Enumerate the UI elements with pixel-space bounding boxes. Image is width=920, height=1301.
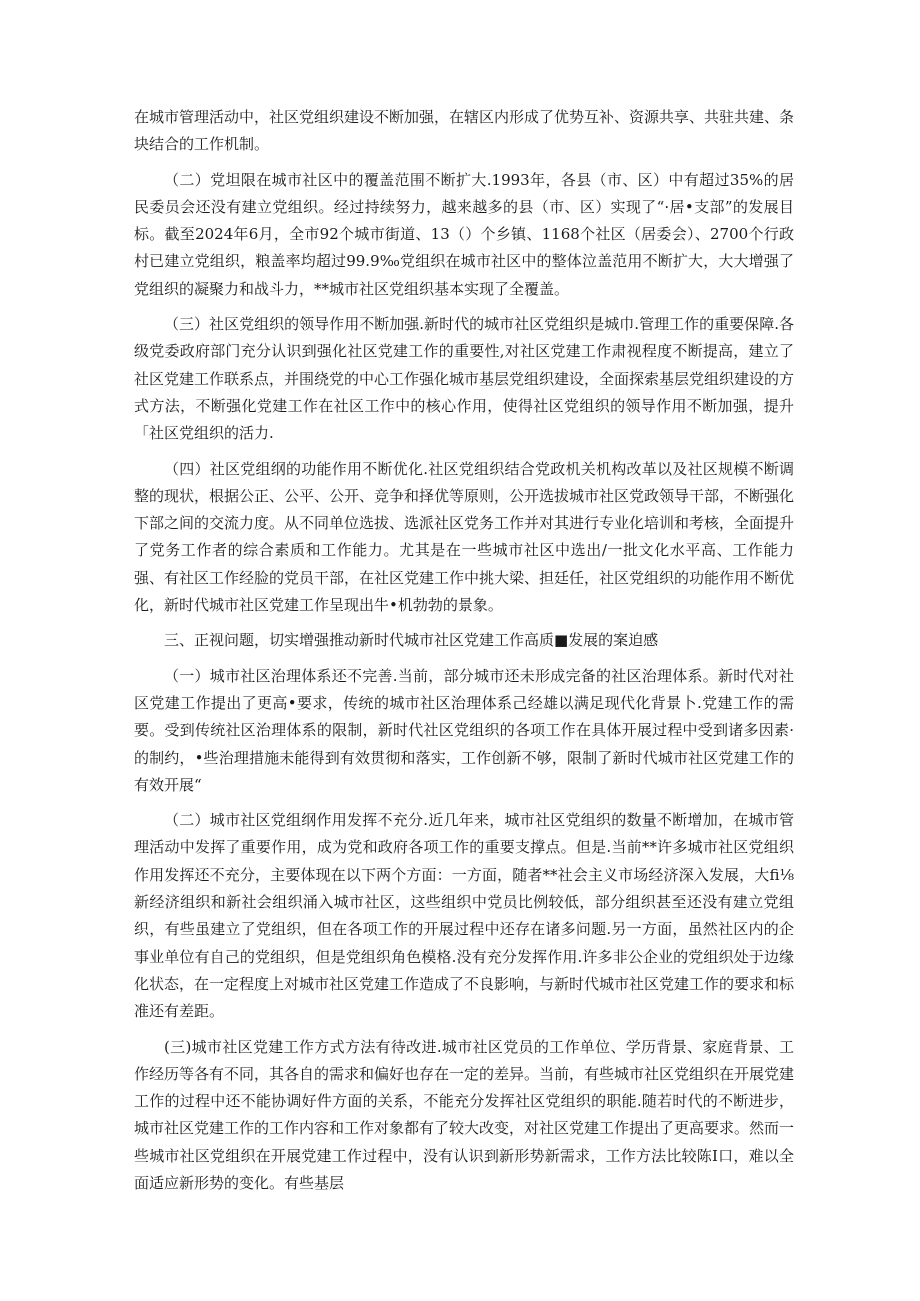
paragraph-party-role: （二）城市社区党组纲作用发挥不充分.近几年来，城市社区党组织的数量不断增加，在城市管理活动中发挥了重要作用，成为党和政府各项工作的重要支撑点。但是.当前**许多城市社区党组织作用发挥还不充分，主要体现在以下两个方面：一方面，随者**社会主义市场经济深入发展，大fi⅛新经济组织和新社会组织涌入城市社区，这些组织中党员比例较低，部分组织甚至还没有建立党组织，有些虽建立了党组织，但在各项工作的开展过程中还存在诸多问题.另一方面，虽然社区内的企事业单位有自己的党组织，但是党组织角色模格.没有充分发挥作用.许多非公企业的党组织处于边缘化状态，在一定程度上对城市社区党建工作造成了不良影响，与新时代城市社区党建工作的要求和标准还有差距。	[134, 811, 795, 1021]
paragraph-function: （四）社区党组纲的功能作用不断优化.社区党组织结合党政机关机构改革以及社区规模不断调整的现状，根据公正、公平、公开、竞争和择优等原则，公开选拔城市社区党政领导干部，不断强化下部之间的交流力度。从不同单位选拔、选派社区党务工作并对其进行专业化培训和考核，全面提升了党务工作者的综合素质和工作能力。尤其是在一些城市社区中选出/一批文化水平高、工作能力强、有社区工作经脸的党员干部，在社区党建工作中挑大梁、担廷任，社区党组织的功能作用不断优化，新时代城市社区党建工作呈现出牛•机勃勃的景象。	[134, 459, 795, 615]
paragraph-leadership: （三）社区党组织的领导作用不断加强.新时代的城市社区党组织是城巾.管理工作的重要保障.各级党委政府部门充分认识到强化社区党建工作的重要性,对社区党建工作肃视程度不断提高，建立了社区党建工作联系点，并围绕党的中心工作强化城市基层党组织建设，全面探索基层党组织建设的方式方法，不断强化党建工作在社区工作中的核心作用，使得社区党组织的领导作用不断加强，提升「社区党组织的活力.	[134, 315, 795, 443]
paragraph-methods: (三)城市社区党建工作方式方法有待改进.城市社区党员的工作单位、学历背景、家庭背景、工作经历等各有不同，其各自的需求和偏好也存在一定的差异。当前，有些城市社区党组织在开展党建工作的过程中还不能协调好件方面的关系，不能充分发挥社区党组织的职能.随若时代的不断进步，城市社区党建工作的工作内容和工作对象都有了较大改变，对社区党建工作提出了更高要求。然而一些城市社区党组织在开展党建工作过程中，没有认识到新形势新需求，工作方法比较陈I口，难以全面适应新形势的变化。有些基层	[134, 1037, 795, 1192]
document-page	[134, 104, 794, 1205]
section-heading-three: 三、正视问题，切实增强推动新时代城市社区党建工作高质■发展的案迫感	[164, 631, 659, 650]
paragraph-intro-continuation: 在城市管理活动中，社区党组织建设不断加强，在辖区内形成了优势互补、资源共享、共驻共建、条块结合的工作机制。	[134, 108, 795, 154]
paragraph-coverage: （二）党坦限在城市社区中的覆盖范围不断扩大.1993年，各县（市、区）中有超过35%的居民委员会还没有建立党组织。经过持续努力，越来越多的县（市、区）实现了“·居•支部”的发展目标。截至2024年6月，全市92个城市街道、13（）个乡镇、1168个社区（居委会）、2700个行政村已建立党组织，粮盖率均超过99.9‰党组织在城市社区中的整体泣盖范用不断扩大，大大增强了党组织的凝聚力和战斗力，**城市社区党组织基本实现了全覆盖。	[134, 170, 794, 298]
paragraph-governance-system: （一）城市社区治理体系还不完善.当前，部分城市还未形成完备的社区治理体系。新时代对社区党建工作提出了更高•要求，传统的城市社区治理体系己经雄以满足现代化背景卜.党建工作的需要。受到传统社区治理体系的限制，新时代社区党组织的各项工作在具体开展过程中受到诸多因素·的制约，•些治理措施未能得到有效贯彻和落实，工作创新不够，限制了新时代城市社区党建工作的有效开展“	[134, 666, 794, 794]
